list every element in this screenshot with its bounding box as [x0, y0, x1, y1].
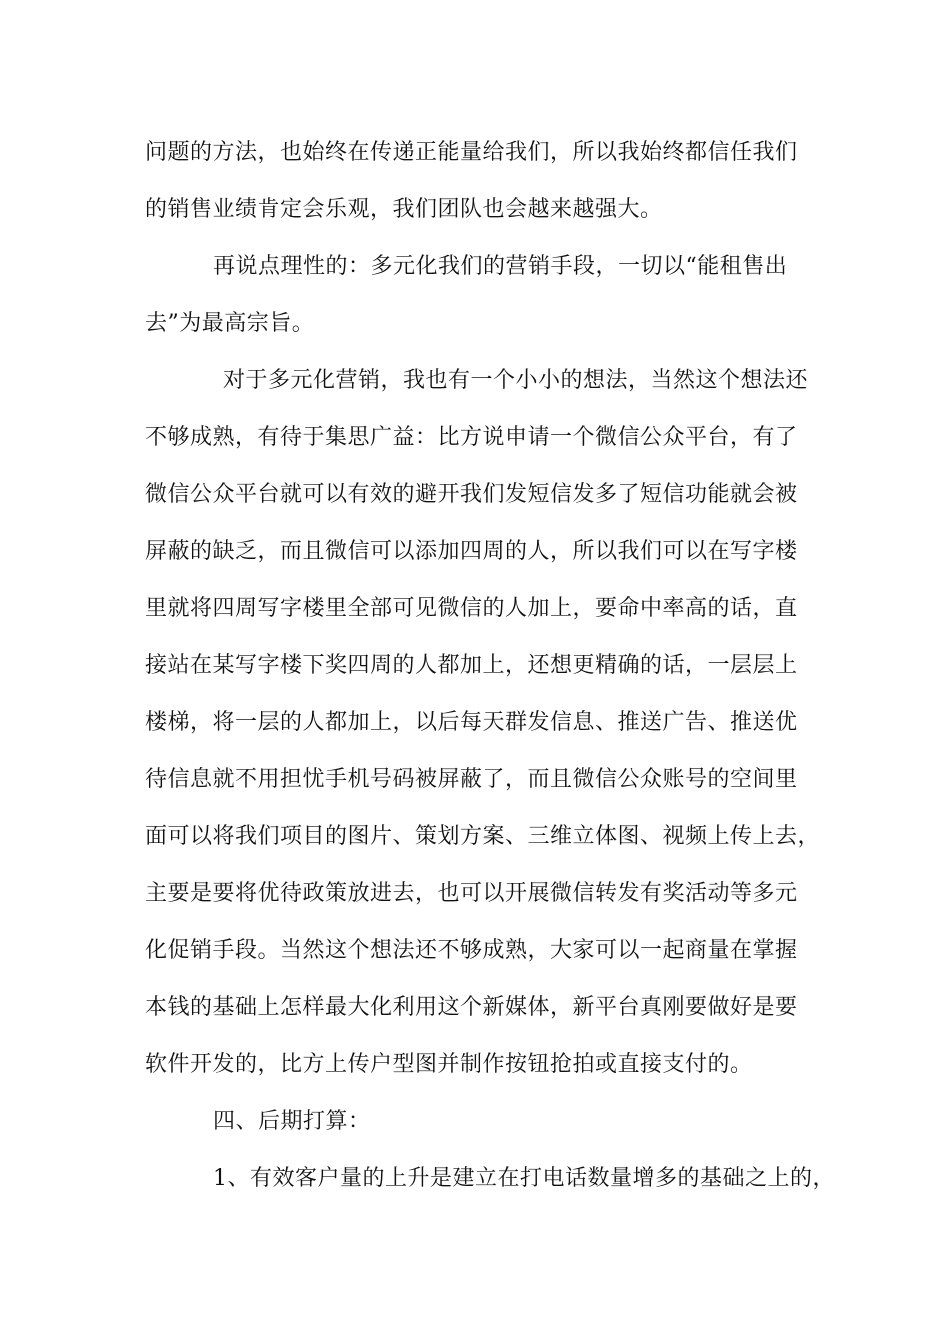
- text-line: 软件开发的，比方上传户型图并制作按钮抢拍或直接支付的。: [145, 1052, 753, 1077]
- text-line: 屏蔽的缺乏，而且微信可以添加四周的人，所以我们可以在写字楼: [145, 539, 798, 564]
- text-line: 不够成熟，有待于集思广益：比方说申请一个微信公众平台，有了: [145, 425, 798, 450]
- text-line: 微信公众平台就可以有效的避开我们发短信发多了短信功能就会被: [145, 482, 798, 507]
- text-line: 化促销手段。当然这个想法还不够成熟，大家可以一起商量在掌握: [145, 938, 798, 963]
- text-line: 主要是要将优待政策放进去，也可以开展微信转发有奖活动等多元: [145, 881, 798, 906]
- text-line: 接站在某写字楼下奖四周的人都加上，还想更精确的话，一层层上: [145, 653, 798, 678]
- section-heading: 四、后期打算：: [213, 1109, 371, 1134]
- text-line: 问题的方法，也始终在传递正能量给我们，所以我始终都信任我们: [145, 140, 798, 165]
- text-line: 对于多元化营销，我也有一个小小的想法，当然这个想法还: [223, 368, 809, 393]
- text-line: 本钱的基础上怎样最大化利用这个新媒体，新平台真刚要做好是要: [145, 995, 798, 1020]
- body-text: [145, 128, 835, 1211]
- text-line: 楼梯，将一层的人都加上，以后每天群发信息、推送广告、推送优: [145, 710, 798, 735]
- text-line: 去”为最高宗旨。: [145, 311, 315, 336]
- text-line: 的销售业绩肯定会乐观，我们团队也会越来越强大。: [145, 197, 663, 222]
- text-line: 里就将四周写字楼里全部可见微信的人加上，要命中率高的话，直: [145, 596, 798, 621]
- text-line: 面可以将我们项目的图片、策划方案、三维立体图、视频上传上去，: [145, 824, 821, 849]
- text-line: 1、有效客户量的上升是建立在打电话数量增多的基础之上的，: [213, 1166, 835, 1191]
- text-line: 待信息就不用担忧手机号码被屏蔽了，而且微信公众账号的空间里: [145, 767, 798, 792]
- text-line: 再说点理性的：多元化我们的营销手段，一切以“能租售出: [213, 254, 788, 279]
